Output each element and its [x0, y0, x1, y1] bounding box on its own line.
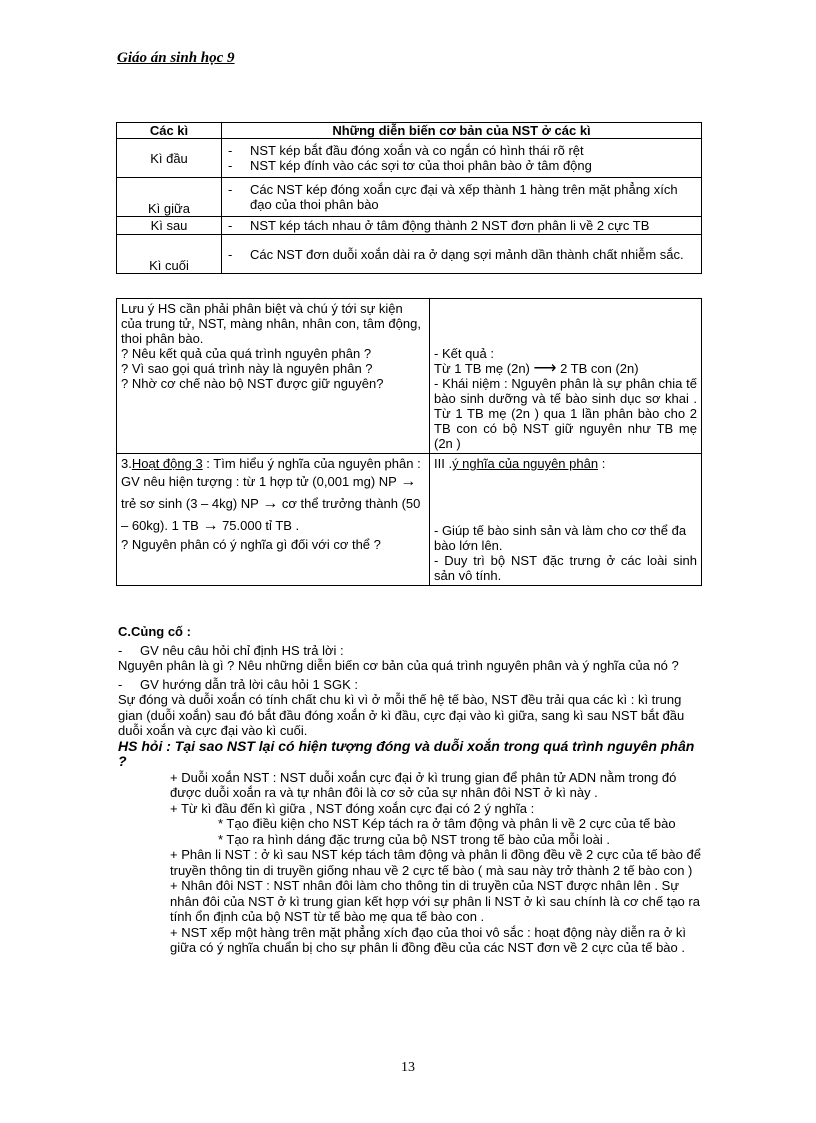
document-header: Giáo án sinh học 9 — [117, 50, 235, 66]
phenomenon-text — [121, 471, 425, 537]
answer-text — [434, 361, 697, 376]
event-item: Các NST kép đóng xoắn cực đại và xếp thành 1 hàng trên mặt phẳng xích đạo của thoi phân bào — [250, 182, 678, 212]
event-item: NST kép tách nhau ở tâm động thành 2 NST đơn phân li về 2 cực TB — [250, 218, 650, 233]
section-prefix: III . — [434, 456, 453, 471]
activity-desc: : Tìm hiểu ý nghĩa của nguyên phân : — [202, 456, 421, 471]
text-part: 75.000 tỉ TB . — [222, 518, 300, 533]
answer-text: - Duy trì bộ NST đặc trưng ở các loài sinh sản vô tính. — [434, 553, 697, 583]
stage-cell: Kì đầu — [117, 139, 222, 178]
student-question: HS hỏi : Tại sao NST lại có hiện tượng đóng và duỗi xoắn trong quá trình nguyên phân ? — [118, 737, 695, 769]
answer-paragraph: + Phân li NST : ở kì sau NST kép tách tâm động và phân li đồng đều về 2 cực của tế bào để truyền thông tin di truyền giống nhau về 2 cực tế bào ( mà sau này trở thành 2 tế bào con ) — [170, 847, 701, 878]
text-part: GV nêu hiện tượng : từ 1 hợp tử (0,001 mg) NP — [121, 474, 397, 489]
question-text: ? Nêu kết quả của quá trình nguyên phân ? — [121, 346, 372, 361]
consolidation-section: C.Củng cố : - GV nêu câu hỏi chỉ định HS trả lời : Nguyên phân là gì ? Nêu những diễn biến cơ bản của quá trình nguyên phân và ý nghĩa của nó ? - GV hướng dẫn trả lời câu hỏi 1 SGK : Sự đóng và duỗi xoắn có tính chất chu kì vì ở mỗi thế hệ tế bào, NST đều trải qua các kì : kì trung gian (duỗi xoắn) sau đó bắt đầu đóng xoắn ở kì đầu, cực đại vào kì giữa, sang kì sau NST bắt đầu duỗi xoắn và cực đại vào kì cuối. HS hỏi : Tại sao NST lại có hiện tượng đóng và duỗi xoắn trong quá trình nguyên phân ? + Duỗi xoắn NST : NST duỗi xoắn cực đại ở kì trung gian để phân tử ADN nằm trong đó được duỗi xoắn ra và tự nhân đôi là cơ sở của sự nhân đôi NST ở kì này . + Từ kì đầu đến kì giữa , NST đóng xoắn cực đại có 2 ý nghĩa : * Tạo điều kiện cho NST Kép tách ra ở tâm động và phân li về 2 cực của tế bào * Tạo ra hình dáng đặc trưng của bộ NST trong tế bào của mỗi loài . + Phân li NST : ở kì sau NST kép tách tâm động và phân li đồng đều về 2 cực của tế bào để truyền thông tin di truyền giống nhau về 2 cực tế bào ( mà sau này trở thành 2 tế bào con ) + Nhân đôi NST : NST nhân đôi làm cho thông tin di truyền của NST được nhân lên . Sự nhân đôi của NST ở kì trung gian kết hợp với sự phân li NST ở kì sau chính là cơ chế tạo ra tính ổn định của bộ NST từ tế bào mẹ qua tế bào con . + NST xếp một hàng trên mặt phẳng xích đạo của thoi vô sắc : hoạt động này diễn ra ở kì giữa có ý nghĩa chuẩn bị cho sự phân li đồng đều của các NST đơn về 2 cực của tế bào . — [118, 624, 703, 956]
answer-paragraph: + Nhân đôi NST : NST nhân đôi làm cho thông tin di truyền của NST được nhân lên . Sự nhân đôi của NST ở kì trung gian kết hợp với sự phân li NST ở kì sau chính là cơ chế tạo ra tính ổn định của bộ NST từ tế bào mẹ qua tế bào con . — [170, 878, 700, 924]
table-row — [117, 217, 702, 235]
activity-row — [117, 299, 702, 454]
col-header-stage: Các kì — [117, 123, 222, 139]
section-title: ý nghĩa của nguyên phân — [452, 456, 599, 471]
section-title: C.Củng cố : — [118, 624, 191, 639]
text-part: trẻ sơ sinh (3 – 4kg) NP — [121, 496, 259, 511]
activity-prefix: 3. — [121, 456, 132, 471]
note-text: Lưu ý HS cần phải phân biệt và chú ý tới sự kiện của trung tử, NST, màng nhân, nhân con, tâm động, thoi phân bào. — [121, 301, 421, 346]
arrow-icon: ⟶ — [533, 360, 557, 377]
event-item: NST kép đính vào các sợi tơ của thoi phân bào ở tâm động — [250, 158, 592, 173]
events-cell: - Các NST đơn duỗi xoắn dài ra ở dạng sợi mảnh dần thành chất nhiễm sắc. — [222, 235, 702, 274]
answer-text: - Kết quả : — [434, 346, 494, 361]
question-text: ? Nguyên phân có ý nghĩa gì đối với cơ thể ? — [121, 537, 381, 552]
table-header-row — [117, 123, 702, 139]
answer-part: Từ 1 TB mẹ (2n) — [434, 361, 530, 376]
answer-paragraph: + Từ kì đầu đến kì giữa , NST đóng xoắn cực đại có 2 ý nghĩa : — [170, 800, 535, 816]
events-cell: - NST kép bắt đầu đóng xoắn và co ngắn có hình thái rõ rệt - NST kép đính vào các sợi tơ của thoi phân bào ở tâm động — [222, 139, 702, 178]
event-item: Các NST đơn duỗi xoắn dài ra ở dạng sợi mảnh dần thành chất nhiễm sắc. — [250, 246, 684, 262]
question-text: ? Vì sao gọi quá trình này là nguyên phân ? — [121, 361, 373, 376]
paragraph: Sự đóng và duỗi xoắn có tính chất chu kì vì ở mỗi thế hệ tế bào, NST đều trải qua các kì : kì trung gian (duỗi xoắn) sau đó bắt đầu đóng xoắn ở kì đầu, cực đại vào kì giữa, sang kì sau NST bắt đầu duỗi xoắn và cực đại vào kì cuối. — [118, 692, 685, 738]
arrow-icon: → — [202, 517, 219, 534]
student-column-cell — [430, 454, 702, 586]
answer-paragraph: * Tạo ra hình dáng đặc trưng của bộ NST trong tế bào của mỗi loài . — [218, 831, 610, 847]
answer-paragraph: + NST xếp một hàng trên mặt phẳng xích đạo của thoi vô sắc : hoạt động này diễn ra ở kì giữa có ý nghĩa chuẩn bị cho sự phân li đồng đều của các NST đơn về 2 cực của tế bào . — [170, 924, 686, 955]
arrow-icon: → — [262, 495, 279, 512]
question-text: ? Nhờ cơ chế nào bộ NST được giữ nguyên? — [121, 376, 384, 391]
answer-paragraph: + Duỗi xoắn NST : NST duỗi xoắn cực đại ở kì trung gian để phân tử ADN nằm trong đó được duỗi xoắn ra và tự nhân đôi là cơ sở của sự nhân đôi NST ở kì này . — [170, 769, 677, 800]
arrow-icon: → — [400, 473, 417, 490]
student-column-cell — [430, 299, 702, 454]
table-row — [117, 178, 702, 217]
col-header-events: Những diễn biến cơ bản của NST ở các kì — [222, 123, 702, 139]
text-part: cơ thể trưởng thành (50 – 60kg). 1 TB — [121, 496, 421, 533]
event-item: NST kép bắt đầu đóng xoắn và co ngắn có hình thái rõ rệt — [250, 143, 584, 158]
activity-table — [116, 298, 702, 586]
page-number: 13 — [401, 1060, 415, 1075]
events-cell: - Các NST kép đóng xoắn cực đại và xếp thành 1 hàng trên mặt phẳng xích đạo của thoi phân bào — [222, 178, 702, 217]
teacher-column-cell — [117, 454, 430, 586]
answer-paragraph: * Tạo điều kiện cho NST Kép tách ra ở tâm động và phân li về 2 cực của tế bào — [218, 816, 676, 831]
teacher-column-cell — [117, 299, 430, 454]
mitosis-stages-table — [116, 122, 702, 274]
paragraph: GV hướng dẫn trả lời câu hỏi 1 SGK : — [140, 676, 358, 692]
table-row — [117, 139, 702, 178]
paragraph: GV nêu câu hỏi chỉ định HS trả lời : — [140, 642, 344, 658]
stage-cell: Kì cuối — [117, 235, 222, 274]
answer-text: - Giúp tế bào sinh sản và làm cho cơ thể đa bào lớn lên. — [434, 523, 687, 553]
activity-heading — [121, 456, 425, 471]
table-row — [117, 235, 702, 274]
answer-part: 2 TB con (2n) — [560, 361, 639, 376]
section-suffix: : — [598, 456, 606, 471]
stage-cell: Kì sau — [117, 217, 222, 235]
activity-row — [117, 454, 702, 586]
paragraph: Nguyên phân là gì ? Nêu những diễn biến cơ bản của quá trình nguyên phân và ý nghĩa của nó ? — [118, 658, 679, 673]
stage-cell: Kì giữa — [117, 178, 222, 217]
section-heading — [434, 456, 697, 471]
answer-text: - Khái niệm : Nguyên phân là sự phân chia tế bào sinh dưỡng và tế bào sinh dục sơ khai . Từ 1 TB mẹ (2n ) qua 1 lần phân bào cho 2 TB con có bộ NST giữ nguyên như TB mẹ (2n ) — [434, 376, 697, 451]
activity-title: Hoạt động 3 — [131, 456, 203, 471]
events-cell: - NST kép tách nhau ở tâm động thành 2 NST đơn phân li về 2 cực TB — [222, 217, 702, 235]
